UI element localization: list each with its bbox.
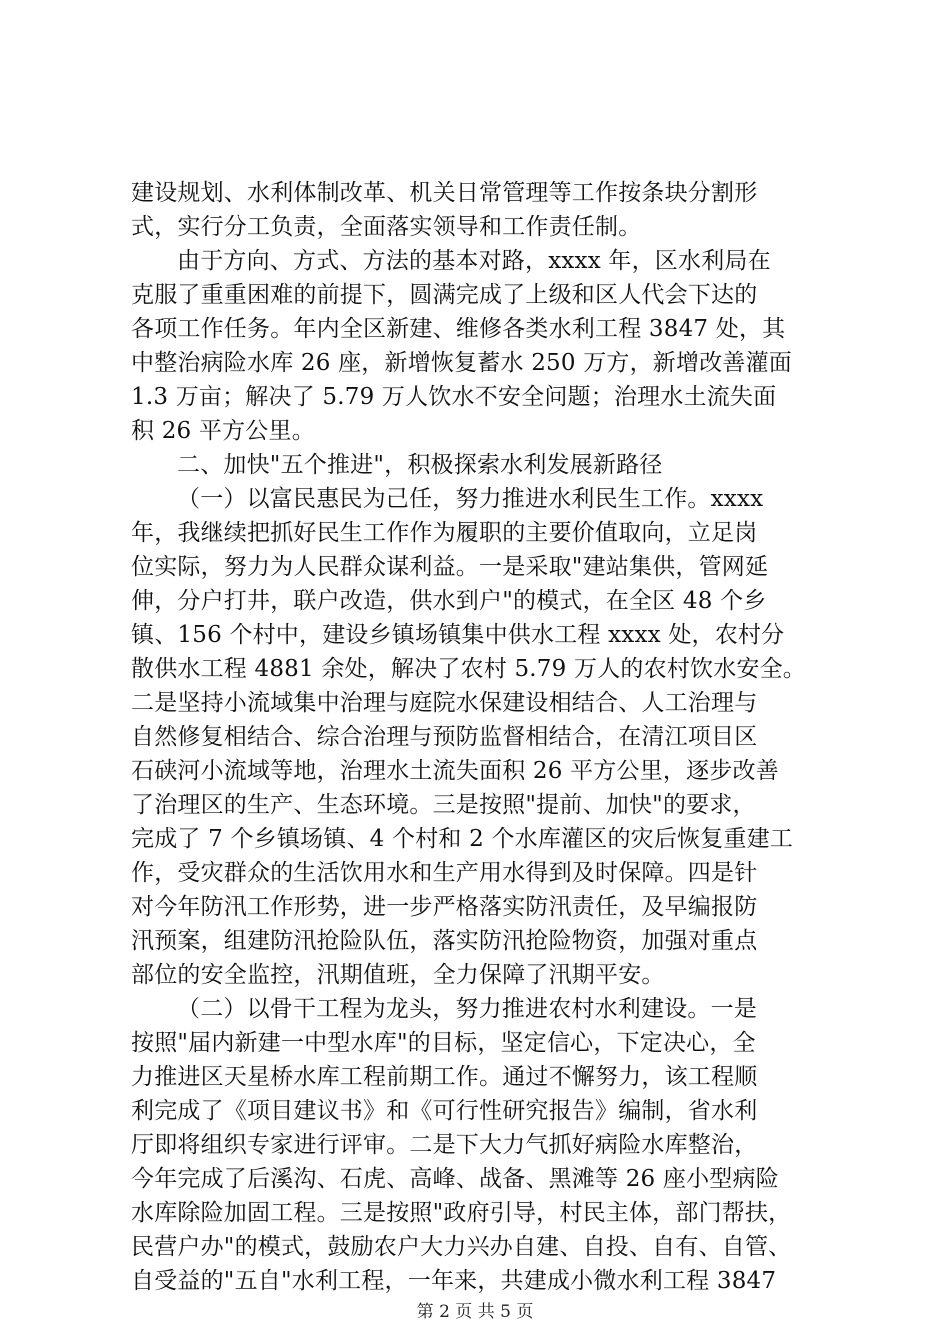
- section-heading: 二、加快"五个推进"，积极探索水利发展新路径: [177, 452, 663, 478]
- text-line: 伸，分户打井，联户改造，供水到户"的模式，在全区 48 个乡: [131, 588, 767, 614]
- text-line: 了治理区的生产、生态环境。三是按照"提前、加快"的要求，: [131, 792, 756, 818]
- text-line: 1.3 万亩；解决了 5.79 万人饮水不安全问题；治理水土流失面: [131, 384, 777, 410]
- text-line: 建设规划、水利体制改革、机关日常管理等工作按条块分割形: [131, 180, 758, 206]
- text-line: 积 26 平方公里。: [131, 418, 315, 444]
- text-line: 汛预案，组建防汛抢险队伍，落实防汛抢险物资，加强对重点: [131, 928, 758, 954]
- text-line: 今年完成了后溪沟、石虎、高峰、战备、黑滩等 26 座小型病险: [131, 1166, 779, 1192]
- text-line: 作，受灾群众的生活饮用水和生产用水得到及时保障。四是针: [131, 860, 758, 886]
- text-line: 镇、156 个村中，建设乡镇场镇集中供水工程 xxxx 处，农村分: [131, 622, 785, 648]
- text-line: 中整治病险水库 26 座，新增恢复蓄水 250 万方，新增改善灌面: [131, 350, 793, 376]
- text-line: 散供水工程 4881 余处，解决了农村 5.79 万人的农村饮水安全。: [131, 656, 806, 682]
- page-number-footer: 第 2 页 共 5 页: [416, 1302, 534, 1322]
- text-line: 克服了重重困难的前提下，圆满完成了上级和区人代会下达的: [131, 282, 758, 308]
- text-line: （二）以骨干工程为龙头，努力推进农村水利建设。一是: [177, 996, 757, 1022]
- text-line: 完成了 7 个乡镇场镇、4 个村和 2 个水库灌区的灾后恢复重建工: [131, 826, 794, 852]
- text-line: 厅即将组织专家进行评审。二是下大力气抓好病险水库整治，: [131, 1132, 758, 1158]
- text-line: 自然修复相结合、综合治理与预防监督相结合，在清江项目区: [131, 724, 758, 750]
- text-line: 对今年防汛工作形势，进一步严格落实防汛责任，及早编报防: [131, 894, 758, 920]
- text-line: 式，实行分工负责，全面落实领导和工作责任制。: [131, 214, 642, 240]
- text-line: 力推进区天星桥水库工程前期工作。通过不懈努力，该工程顺: [131, 1064, 758, 1090]
- text-line: （一）以富民惠民为己任，努力推进水利民生工作。xxxx: [177, 486, 764, 512]
- text-line: 各项工作任务。年内全区新建、维修各类水利工程 3847 处，其: [131, 316, 786, 342]
- text-line: 年，我继续把抓好民生工作作为履职的主要价值取向，立足岗: [131, 520, 758, 546]
- text-line: 利完成了《项目建议书》和《可行性研究报告》编制，省水利: [131, 1098, 758, 1124]
- text-line: 按照"届内新建一中型水库"的目标，坚定信心，下定决心，全: [131, 1030, 756, 1056]
- text-line: 位实际，努力为人民群众谋利益。一是采取"建站集供，管网延: [131, 554, 769, 580]
- text-line: 石硖河小流域等地，治理水土流失面积 26 平方公里，逐步改善: [131, 758, 779, 784]
- text-line: 部位的安全监控，汛期值班，全力保障了汛期平安。: [131, 962, 665, 988]
- text-line: 民营户办"的模式，鼓励农户大力兴办自建、自投、自有、自管、: [131, 1234, 792, 1260]
- text-line: 二是坚持小流域集中治理与庭院水保建设相结合、人工治理与: [131, 690, 758, 716]
- text-line: 水库除险加固工程。三是按照"政府引导，村民主体，部门帮扶，: [131, 1200, 792, 1226]
- text-line: 自受益的"五自"水利工程，一年来，共建成小微水利工程 3847: [131, 1268, 777, 1294]
- text-line: 由于方向、方式、方法的基本对路，xxxx 年，区水利局在: [177, 248, 771, 274]
